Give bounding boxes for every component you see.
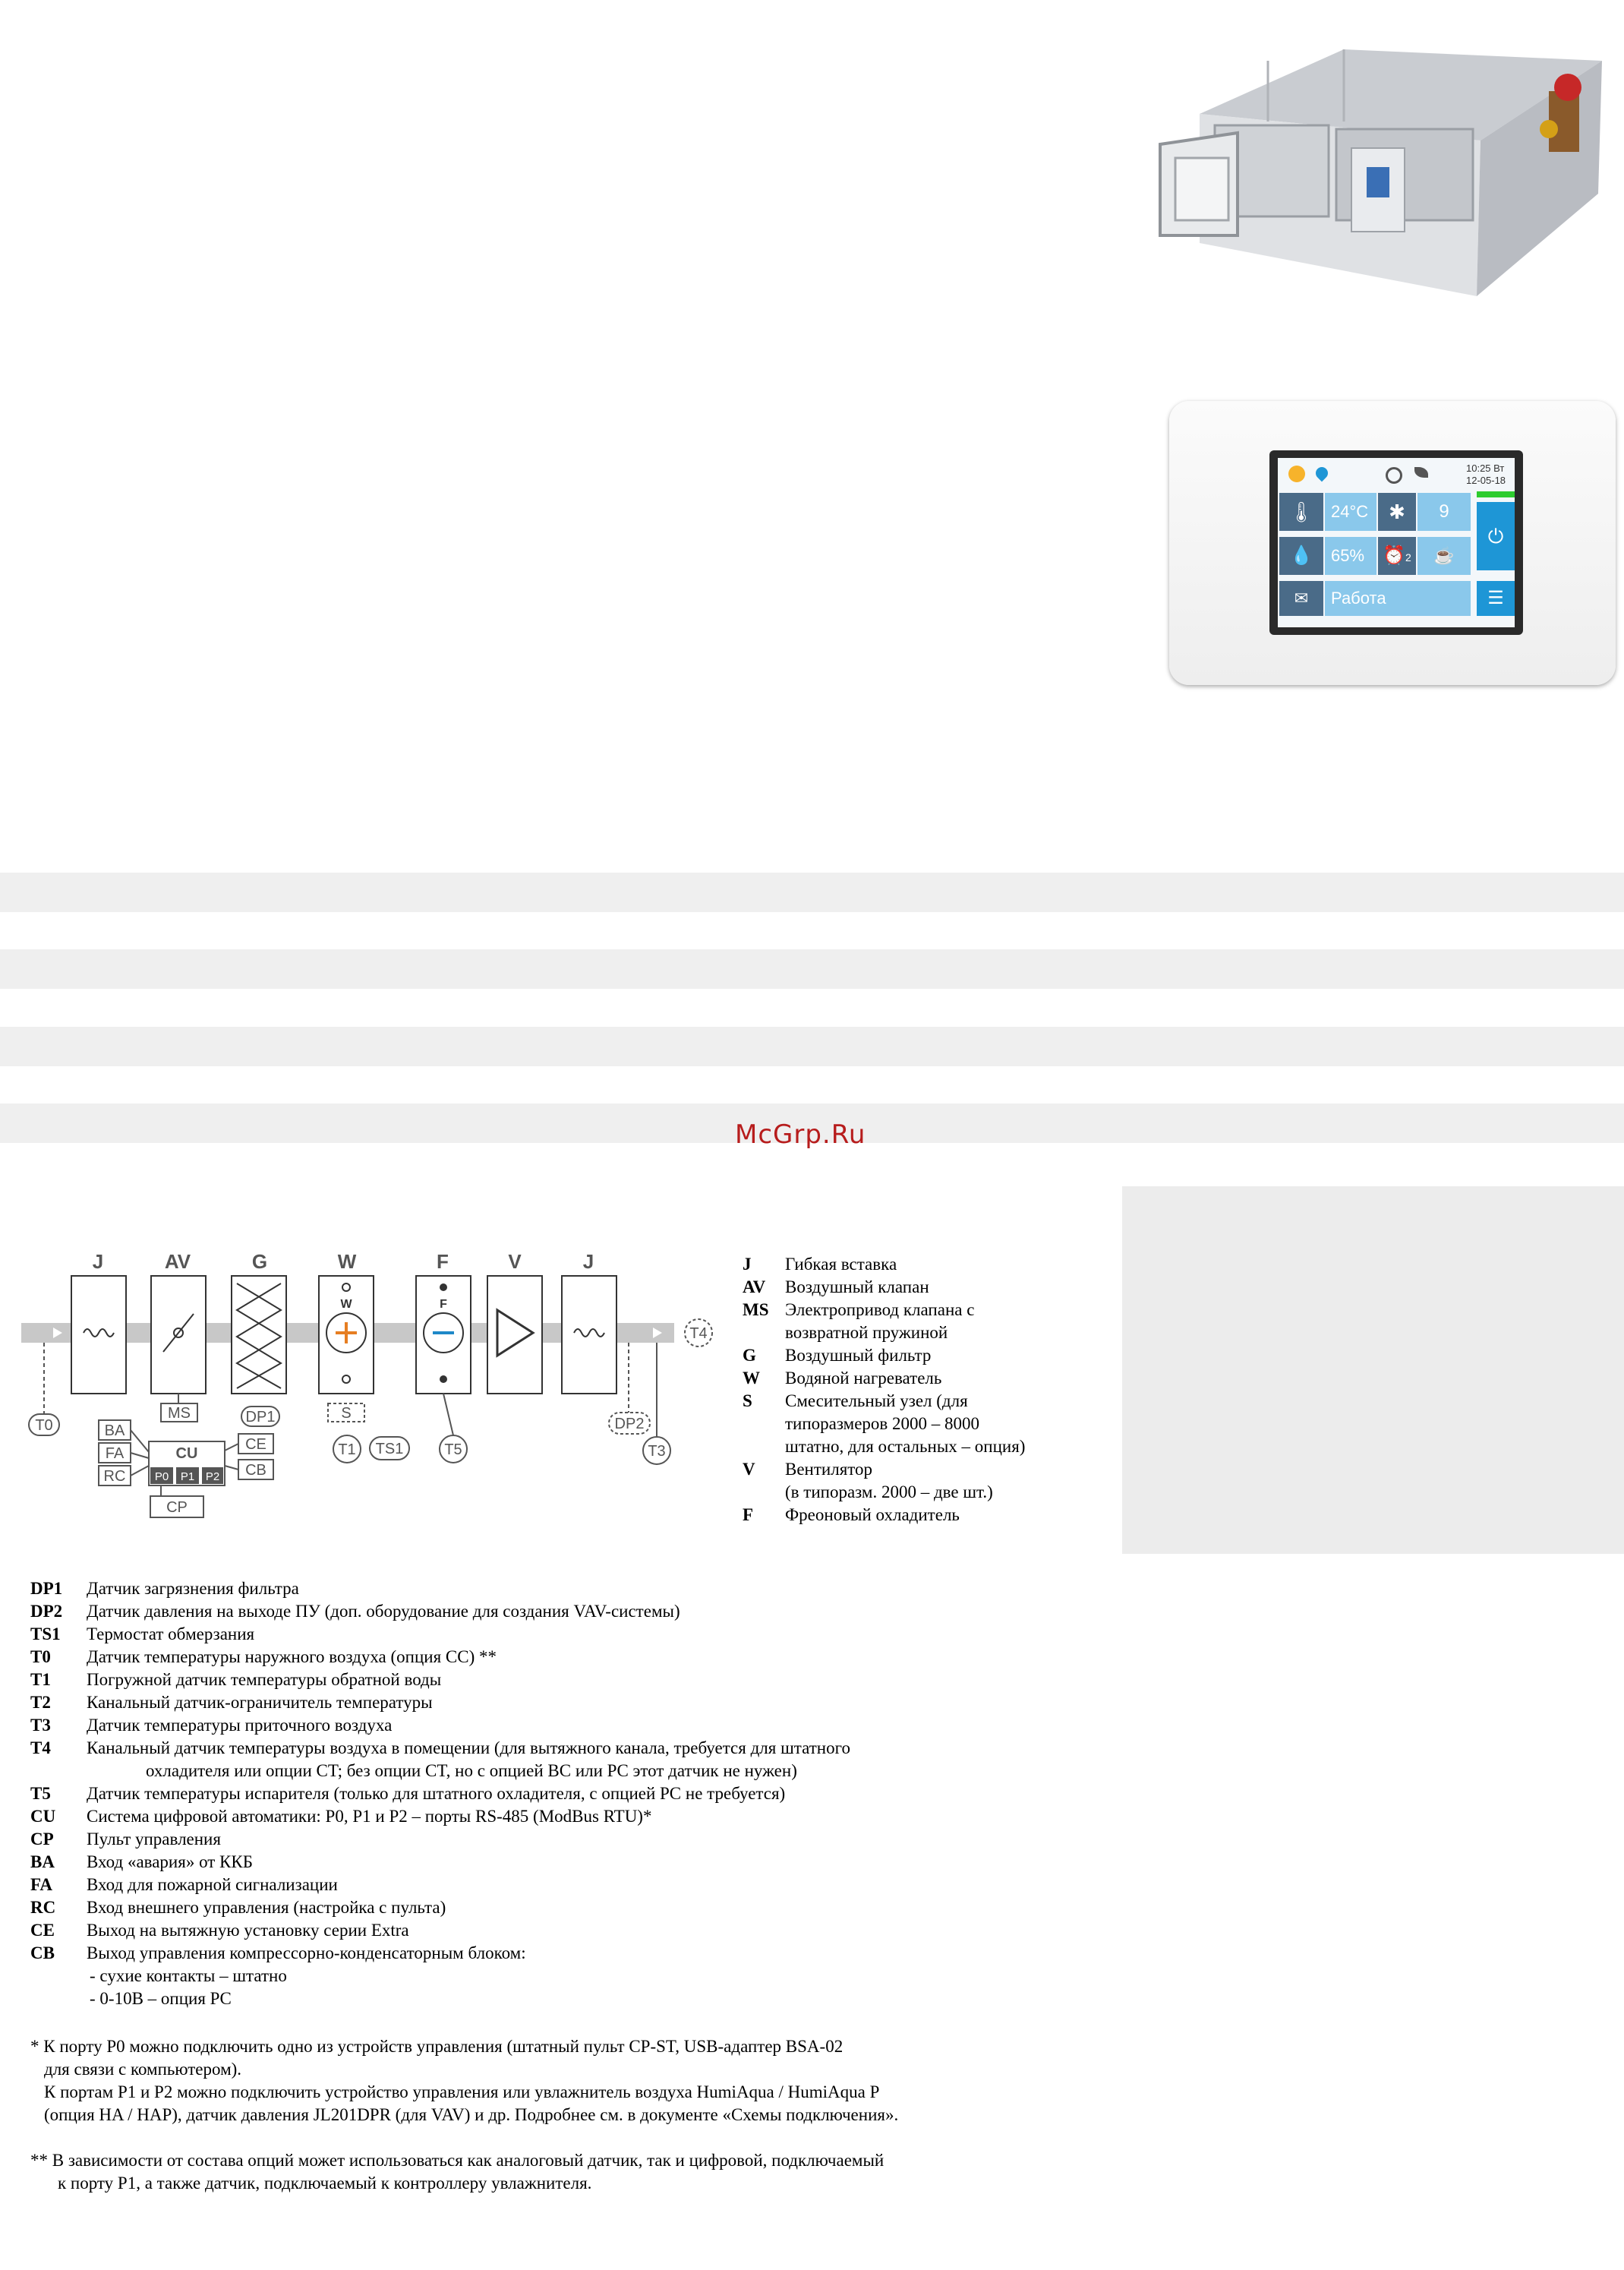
legend-text: охладителя или опции CT; без опции CT, но с опцией BC или PC этот датчик не нужен): [146, 1761, 797, 1780]
legend-text: Вход для пожарной сигнализации: [87, 1875, 338, 1894]
stripe-2: [0, 949, 1624, 989]
label-j2: J: [582, 1250, 594, 1273]
label-v: V: [508, 1250, 522, 1273]
legend-text: Вход внешнего управления (настройка с пульта): [87, 1898, 446, 1917]
legend-code: CE: [30, 1921, 55, 1940]
legend-text: Датчик температуры испарителя (только для штатного охладителя, с опцией PC не требуется): [87, 1784, 786, 1803]
legend-text: Датчик загрязнения фильтра: [87, 1579, 299, 1598]
t5-label: T5: [444, 1441, 462, 1458]
timer-count: 2: [1405, 551, 1411, 564]
coffee-icon[interactable]: ☕: [1417, 537, 1471, 575]
legend-text: Датчик температуры наружного воздуха (опция CC) **: [87, 1647, 497, 1666]
clock-date: 12-05-18: [1466, 475, 1506, 486]
unit-schematic: [0, 1238, 729, 1542]
legend-code: S: [743, 1391, 752, 1410]
label-f: F: [437, 1250, 449, 1273]
rc-label: RC: [103, 1468, 126, 1485]
alarm-clock-icon: ⏰2: [1378, 537, 1416, 575]
air-handling-unit-image: [1154, 46, 1610, 319]
legend-text: Вход «авария» от ККБ: [87, 1852, 253, 1871]
leaf-icon: [1414, 467, 1428, 478]
legend-code: CB: [30, 1943, 55, 1962]
humidity-tile[interactable]: 65%: [1325, 537, 1376, 575]
legend-text: Вентилятор: [785, 1460, 873, 1479]
p2-label: P2: [205, 1470, 220, 1483]
legend-code: W: [743, 1369, 760, 1388]
power-indicator: [1477, 491, 1515, 497]
fan-speed-tile[interactable]: 9: [1417, 493, 1471, 531]
menu-button[interactable]: ☰: [1477, 581, 1515, 616]
temperature-tile[interactable]: 24°C: [1325, 493, 1376, 531]
t3-label: T3: [648, 1443, 666, 1460]
legend-code: RC: [30, 1898, 56, 1917]
legend-code: T0: [30, 1647, 51, 1666]
dp1-label: DP1: [245, 1409, 276, 1425]
legend-text: Выход управления компрессорно-конденсаторным блоком:: [87, 1943, 526, 1962]
flex-insert-1: [71, 1276, 126, 1394]
label-g: G: [251, 1250, 268, 1273]
legend-code: MS: [743, 1300, 769, 1319]
legend-text: (в типоразм. 2000 – две шт.): [785, 1482, 993, 1501]
sun-icon: [1288, 466, 1305, 482]
f-small-label: F: [440, 1298, 447, 1311]
legend-text: возвратной пружиной: [785, 1323, 948, 1342]
side-panel: [1122, 1186, 1624, 1554]
legend-code: F: [743, 1505, 754, 1524]
legend-code: T5: [30, 1784, 51, 1803]
label-w: W: [337, 1250, 357, 1273]
footnotes: [30, 2035, 1108, 2202]
legend-right: [743, 1253, 1107, 1542]
ba-label: BA: [104, 1422, 125, 1439]
temperature-icon: 🌡: [1279, 493, 1323, 531]
legend-code: J: [743, 1255, 752, 1274]
footnote-line: ** В зависимости от состава опций может использоваться как аналоговый датчик, так и цифровой, подключаемый: [30, 2151, 885, 2170]
footnote-line: * К порту P0 можно подключить одно из устройств управления (штатный пульт CP-ST, USB-адаптер BSA-02: [30, 2037, 844, 2056]
legend-text: Канальный датчик-ограничитель температуры: [87, 1693, 433, 1712]
humidity-tile-icon: 💧: [1279, 537, 1323, 575]
dp2-label: DP2: [614, 1416, 645, 1432]
legend-text: Датчик температуры приточного воздуха: [87, 1716, 393, 1735]
stripe-3: [0, 1027, 1624, 1066]
legend-text: Водяной нагреватель: [785, 1369, 942, 1388]
legend-text: Пульт управления: [87, 1830, 221, 1849]
stripe-1: [0, 873, 1624, 912]
status-tile[interactable]: Работа: [1325, 581, 1471, 616]
cu-label: CU: [175, 1445, 198, 1462]
legend-text: Система цифровой автоматики: P0, P1 и P2 – порты RS-485 (ModBus RTU)*: [87, 1807, 652, 1826]
footnote-line: к порту P1, а также датчик, подключаемый к контроллеру увлажнителя.: [58, 2174, 592, 2193]
label-j1: J: [92, 1250, 104, 1273]
legend-text: Воздушный фильтр: [785, 1346, 932, 1365]
fan-icon: ✱: [1378, 493, 1416, 531]
label-av: AV: [164, 1250, 191, 1273]
legend-code: DP1: [30, 1579, 63, 1598]
ms-label: MS: [168, 1405, 191, 1422]
cb-label: CB: [245, 1462, 266, 1479]
legend-text: Электропривод клапана с: [785, 1300, 975, 1319]
legend-code: CP: [30, 1830, 54, 1849]
legend-code: T1: [30, 1670, 51, 1689]
footnote-line: К портам P1 и P2 можно подключить устройство управления или увлажнитель воздуха HumiAqua / HumiAqua P: [44, 2082, 880, 2101]
legend-code: CU: [30, 1807, 56, 1826]
legend-text: Воздушный клапан: [785, 1277, 929, 1296]
legend-text: - 0-10В – опция PC: [90, 1989, 232, 2008]
flex-insert-2: [562, 1276, 616, 1394]
s-label: S: [341, 1405, 352, 1422]
mail-icon: ✉: [1279, 581, 1323, 616]
footnote-line: для связи с компьютером).: [44, 2060, 242, 2079]
legend-code: FA: [30, 1875, 52, 1894]
power-button[interactable]: ⏻: [1477, 502, 1515, 570]
ts1-label: TS1: [375, 1441, 404, 1457]
legend-text: штатно, для остальных – опция): [785, 1437, 1026, 1456]
legend-code: DP2: [30, 1602, 63, 1621]
p1-label: P1: [180, 1470, 195, 1483]
humidity-icon: [1313, 465, 1331, 482]
legend-code: T3: [30, 1716, 51, 1735]
p0-label: P0: [154, 1470, 169, 1483]
legend-bottom: [30, 1577, 1093, 2018]
legend-text: типоразмеров 2000 – 8000: [785, 1414, 980, 1433]
legend-code: T4: [30, 1738, 51, 1757]
legend-text: Погружной датчик температуры обратной воды: [87, 1670, 442, 1689]
fa-label: FA: [105, 1445, 125, 1462]
legend-code: AV: [743, 1277, 766, 1296]
legend-text: Выход на вытяжную установку серии Extra: [87, 1921, 409, 1940]
t0-label: T0: [35, 1417, 53, 1434]
clock-time: 10:25 Вт: [1466, 463, 1505, 474]
legend-code: T2: [30, 1693, 51, 1712]
legend-text: Гибкая вставка: [785, 1255, 897, 1274]
legend-text: Смесительный узел (для: [785, 1391, 968, 1410]
footnote-line: (опция HA / HAP), датчик давления JL201DPR (для VAV) и др. Подробнее см. в документе «Схемы подключения».: [44, 2105, 899, 2124]
legend-text: Термостат обмерзания: [87, 1624, 255, 1643]
legend-code: TS1: [30, 1624, 61, 1643]
recirculation-icon: [1386, 467, 1402, 484]
ce-label: CE: [245, 1436, 266, 1453]
legend-text: Фреоновый охладитель: [785, 1505, 960, 1524]
legend-text: Датчик давления на выходе ПУ (доп. оборудование для создания VAV-системы): [87, 1602, 680, 1621]
legend-code: G: [743, 1346, 756, 1365]
controller-screen: [1278, 458, 1515, 627]
cp-label: CP: [166, 1499, 188, 1516]
t4-label: T4: [689, 1325, 708, 1342]
legend-text: - сухие контакты – штатно: [90, 1966, 287, 1985]
t1-label: T1: [338, 1441, 356, 1458]
legend-text: Канальный датчик температуры воздуха в помещении (для вытяжного канала, требуется для штатного: [87, 1738, 850, 1757]
legend-code: V: [743, 1460, 755, 1479]
watermark: McGrp.Ru: [735, 1119, 866, 1150]
legend-code: BA: [30, 1852, 55, 1871]
w-small-label: W: [340, 1298, 352, 1311]
